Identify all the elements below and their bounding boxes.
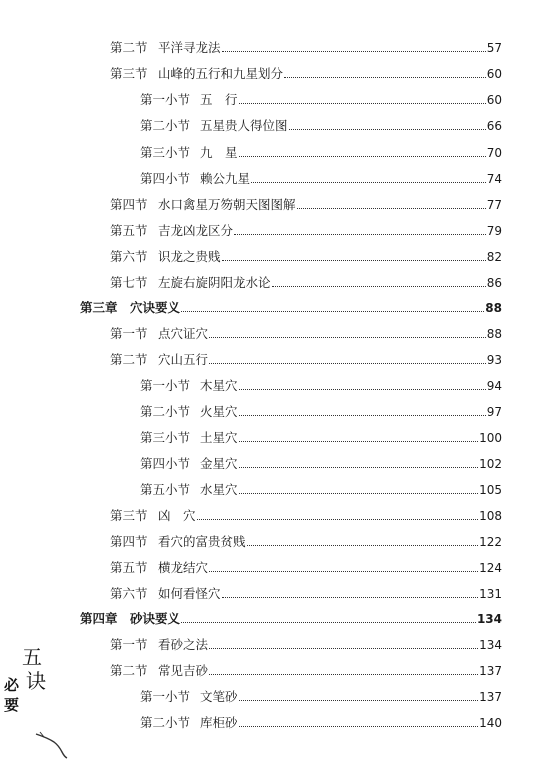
toc-number: 第四章 [80, 611, 118, 626]
toc-number: 第六节 [110, 586, 148, 601]
toc-number: 第二节 [110, 40, 148, 55]
dot-leader [239, 492, 479, 494]
toc-page-number: 88 [485, 301, 502, 315]
dot-leader [297, 207, 486, 209]
toc-page-number: 134 [479, 638, 502, 652]
toc-section [110, 637, 502, 653]
margin-pen-stroke [34, 728, 74, 760]
toc-page-number: 131 [479, 587, 502, 601]
toc-title: 水口禽星万笏朝天图图解 [158, 197, 296, 212]
dot-leader [247, 544, 479, 546]
dot-leader [234, 233, 486, 235]
toc-number: 第五小节 [140, 482, 191, 497]
toc-title: 看砂之法 [158, 637, 209, 652]
dot-leader [272, 285, 486, 287]
toc-section [110, 40, 502, 56]
toc-page-number: 70 [486, 146, 502, 160]
toc-page-number: 82 [486, 250, 502, 264]
dot-leader [209, 647, 478, 649]
toc-subsection [140, 145, 502, 161]
dot-leader [239, 155, 486, 157]
dot-leader [209, 362, 486, 364]
toc-number: 第二节 [110, 352, 148, 367]
side-mark-char: 必 [4, 676, 20, 694]
toc-number: 第六节 [110, 249, 148, 264]
toc-chapter [80, 300, 502, 316]
toc-subsection [140, 404, 502, 420]
toc-title: 五 行 [200, 92, 238, 107]
toc-subsection [140, 430, 502, 446]
toc-page-number: 60 [486, 93, 502, 107]
toc-subsection [140, 689, 502, 705]
toc-title: 文笔砂 [200, 689, 238, 704]
dot-leader [209, 673, 478, 675]
toc-page-number: 137 [479, 664, 502, 678]
toc-title: 砂诀要义 [130, 611, 181, 626]
toc-title: 赖公九星 [200, 171, 251, 186]
dot-leader [239, 440, 479, 442]
toc-page-number: 124 [479, 561, 502, 575]
dot-leader [209, 570, 478, 572]
toc-page-number: 77 [486, 198, 502, 212]
toc-page-number: 60 [486, 67, 502, 81]
toc-section [110, 326, 502, 342]
toc-title: 横龙结穴 [158, 560, 209, 575]
toc-chapter [80, 611, 502, 627]
toc-subsection [140, 171, 502, 187]
dot-leader [251, 181, 486, 183]
toc-page-number: 93 [486, 353, 502, 367]
dot-leader [239, 725, 479, 727]
toc-number: 第二小节 [140, 118, 191, 133]
toc-title: 金星穴 [200, 456, 238, 471]
toc-section [110, 663, 502, 679]
toc-number: 第四小节 [140, 171, 191, 186]
dot-leader [209, 336, 486, 338]
toc-title: 点穴证穴 [158, 326, 209, 341]
dot-leader [239, 388, 486, 390]
toc-page-number: 97 [486, 405, 502, 419]
toc-number: 第二小节 [140, 404, 191, 419]
toc-section [110, 560, 502, 576]
toc-subsection [140, 378, 502, 394]
toc-number: 第一小节 [140, 689, 191, 704]
toc-title: 吉龙凶龙区分 [158, 223, 234, 238]
toc-section [110, 275, 502, 291]
side-margin-mark [4, 645, 50, 725]
toc-subsection [140, 118, 502, 134]
toc-page-number: 74 [486, 172, 502, 186]
toc-title: 常见吉砂 [158, 663, 209, 678]
toc-number: 第三小节 [140, 430, 191, 445]
toc-section [110, 508, 502, 524]
toc-number: 第一小节 [140, 92, 191, 107]
toc-number: 第三节 [110, 508, 148, 523]
toc-title: 左旋右旋阴阳龙水论 [158, 275, 271, 290]
toc-subsection [140, 92, 502, 108]
toc-page-number: 88 [486, 327, 502, 341]
toc-number: 第一节 [110, 637, 148, 652]
toc-number: 第二小节 [140, 715, 191, 730]
toc-subsection [140, 482, 502, 498]
toc-section [110, 352, 502, 368]
toc-page-number: 122 [479, 535, 502, 549]
toc-title: 土星穴 [200, 430, 238, 445]
dot-leader [197, 518, 479, 520]
toc-page-number: 137 [479, 690, 502, 704]
toc-page-number: 79 [486, 224, 502, 238]
toc-title: 五星贵人得位图 [200, 118, 288, 133]
toc-title: 木星穴 [200, 378, 238, 393]
toc-number: 第四节 [110, 534, 148, 549]
dot-leader [239, 102, 486, 104]
toc-page-number: 102 [479, 457, 502, 471]
toc-page-number: 57 [486, 41, 502, 55]
side-mark-char: 五 [22, 645, 42, 669]
toc-number: 第三节 [110, 66, 148, 81]
toc-number: 第三小节 [140, 145, 191, 160]
toc-number: 第四节 [110, 197, 148, 212]
toc-page-number: 86 [486, 276, 502, 290]
toc-section [110, 223, 502, 239]
toc-title: 凶 穴 [158, 508, 196, 523]
toc-title: 穴山五行 [158, 352, 209, 367]
dot-leader [289, 128, 486, 130]
toc-title: 识龙之贵贱 [158, 249, 221, 264]
toc-section [110, 249, 502, 265]
toc-title: 如何看怪穴 [158, 586, 221, 601]
side-mark-char: 诀 [26, 669, 46, 693]
dot-leader [181, 310, 484, 312]
dot-leader [239, 699, 479, 701]
dot-leader [239, 466, 479, 468]
toc-number: 第二节 [110, 663, 148, 678]
dot-leader [222, 50, 486, 52]
toc-section [110, 197, 502, 213]
toc-number: 第五节 [110, 223, 148, 238]
toc-title: 看穴的富贵贫贱 [158, 534, 246, 549]
toc-section [110, 66, 502, 82]
toc-section [110, 534, 502, 550]
dot-leader [284, 76, 486, 78]
toc-title: 山峰的五行和九星划分 [158, 66, 284, 81]
dot-leader [181, 621, 476, 623]
toc-page-number: 140 [479, 716, 502, 730]
dot-leader [222, 259, 486, 261]
toc-page-number: 94 [486, 379, 502, 393]
toc-number: 第七节 [110, 275, 148, 290]
toc-title: 穴诀要义 [130, 300, 181, 315]
toc-subsection [140, 715, 502, 731]
side-mark-char: 要 [4, 696, 20, 714]
toc-title: 九 星 [200, 145, 238, 160]
dot-leader [239, 414, 486, 416]
toc-title: 水星穴 [200, 482, 238, 497]
toc-number: 第一节 [110, 326, 148, 341]
toc-page-number: 105 [479, 483, 502, 497]
toc-section [110, 586, 502, 602]
toc-number: 第一小节 [140, 378, 191, 393]
toc-page-number: 100 [479, 431, 502, 445]
toc-title: 火星穴 [200, 404, 238, 419]
toc-page-number: 134 [476, 612, 502, 626]
toc-page-number: 108 [479, 509, 502, 523]
toc-number: 第四小节 [140, 456, 191, 471]
toc-number: 第三章 [80, 300, 118, 315]
toc-page-number: 66 [486, 119, 502, 133]
toc-title: 平洋寻龙法 [158, 40, 221, 55]
toc-title: 库柜砂 [200, 715, 238, 730]
dot-leader [222, 596, 479, 598]
toc-number: 第五节 [110, 560, 148, 575]
toc-subsection [140, 456, 502, 472]
